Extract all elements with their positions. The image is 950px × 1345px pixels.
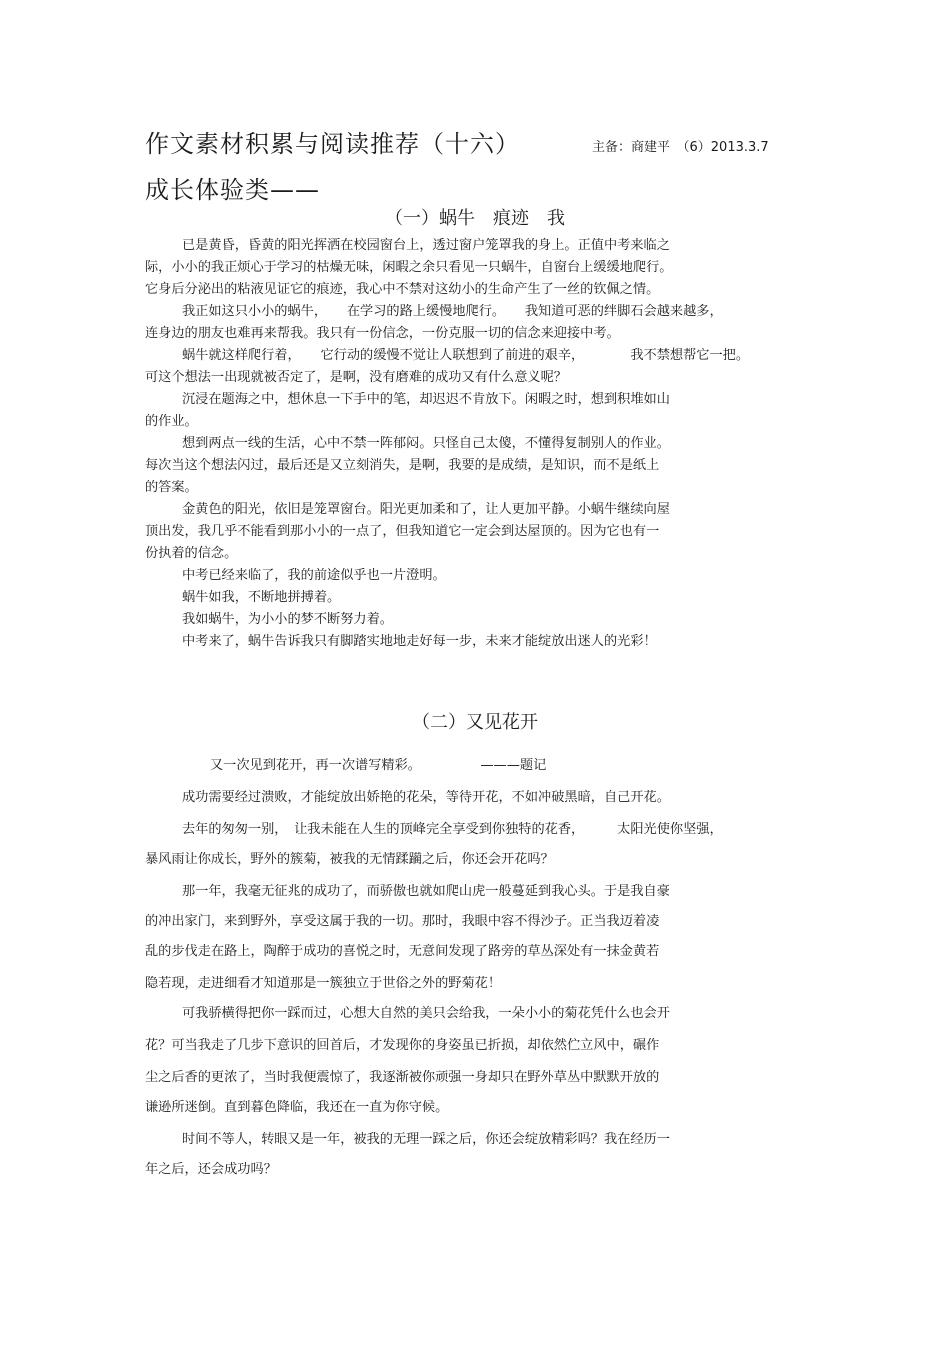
paragraph-line: 蜗牛如我，不断地拼搏着。 (182, 590, 341, 605)
paragraph-line: 沉浸在题海之中，想休息一下手中的笔，却迟迟不肯放下。闲暇之时，想到积堆如山 (182, 392, 670, 407)
paragraph-line: 那一年，我毫无征兆的成功了，而骄傲也就如爬山虎一般蔓延到我心头。于是我自豪 (182, 884, 670, 899)
section2-heading: （二）又见花开 (412, 712, 538, 733)
paragraph-line: 份执着的信念。 (145, 546, 238, 561)
paragraph-line: 顶出发，我几乎不能看到那小小的一点了，但我知道它一定会到达屋顶的。因为它也有一 (145, 524, 660, 539)
document-title: 作文素材积累与阅读推荐（十六） (145, 130, 520, 158)
paragraph-line: 每次当这个想法闪过，最后还是又立刻消失，是啊，我要的是成绩，是知识，而不是纸上 (145, 458, 660, 473)
paragraph-line: 金黄色的阳光，依旧是笼罩窗台。阳光更加柔和了，让人更加平静。小蜗牛继续向屋 (182, 502, 670, 517)
paragraph-line: 时间不等人，转眼又是一年，被我的无理一踩之后，你还会绽放精彩吗？我在经历一 (182, 1132, 670, 1147)
paragraph-line: 谦逊所迷倒。直到暮色降临，我还在一直为你守候。 (145, 1100, 449, 1115)
paragraph-line: 隐若现，走进细看才知道那是一簇独立于世俗之外的野菊花！ (145, 976, 502, 991)
paragraph-line: 的答案。 (145, 480, 198, 495)
paragraph-line: 中考来了，蜗牛告诉我只有脚踏实地地走好每一步，未来才能绽放出迷人的光彩！ (182, 634, 657, 649)
epigraph-line: 又一次见到花开，再一次谱写精彩。 ———题记 (210, 758, 547, 773)
paragraph-line: 际，小小的我正烦心于学习的枯燥无味，闲暇之余只看见一只蜗牛，自窗台上缓缓地爬行。 (145, 260, 673, 275)
paragraph-line: 尘之后香的更浓了，当时我便震惊了，我逐渐被你顽强一身却只在野外草丛中默默开放的 (145, 1070, 660, 1085)
section1-heading: （一）蜗牛 痕迹 我 (385, 208, 565, 229)
paragraph-line: 暴风雨让你成长，野外的簇菊，被我的无情蹂躏之后，你还会开花吗？ (145, 852, 554, 867)
author-date: 主备：商建平 （6）2013.3.7 (592, 140, 769, 155)
paragraph-line: 花？可当我走了几步下意识的回首后，才发现你的身姿虽已折损，却依然伫立风中，碾作 (145, 1038, 660, 1053)
paragraph-line: 想到两点一线的生活，心中不禁一阵郁闷。只怪自己太傻，不懂得复制别人的作业。 (182, 436, 670, 451)
paragraph-line: 成功需要经过溃败，才能绽放出娇艳的花朵，等待开花，不如冲破黑暗，自己开花。 (182, 790, 670, 805)
paragraph-line: 年之后，还会成功吗？ (145, 1162, 277, 1177)
paragraph-line: 的作业。 (145, 414, 198, 429)
paragraph-line: 的冲出家门，来到野外，享受这属于我的一切。那时，我眼中容不得沙子。正当我迈着凌 (145, 914, 660, 929)
paragraph-line: 已是黄昏，昏黄的阳光挥洒在校园窗台上，透过窗户笼罩我的身上。正值中考来临之 (182, 238, 670, 253)
paragraph-line: 中考已经来临了，我的前途似乎也一片澄明。 (182, 568, 446, 583)
paragraph-line: 我如蜗牛，为小小的梦不断努力着。 (182, 612, 393, 627)
paragraph-line: 连身边的朋友也难再来帮我。我只有一份信念，一份克服一切的信念来迎接中考。 (145, 326, 620, 341)
paragraph-line: 它身后分泌出的粘液见证它的痕迹，我心中不禁对这幼小的生命产生了一丝的钦佩之情。 (145, 282, 660, 297)
paragraph-line: 我正如这只小小的蜗牛， 在学习的路上缓慢地爬行。 我知道可恶的绊脚石会越来越多， (182, 304, 723, 319)
document-subtitle: 成长体验类—— (145, 176, 320, 204)
paragraph-line: 蜗牛就这样爬行着， 它行动的缓慢不觉让人联想到了前进的艰辛， 我不禁想帮它一把。 (182, 348, 750, 363)
paragraph-line: 去年的匆匆一别， 让我未能在人生的顶峰完全享受到你独特的花香， 太阳光使你坚强， (182, 822, 723, 837)
paragraph-line: 可我骄横得把你一踩而过，心想大自然的美只会给我，一朵小小的菊花凭什么也会开 (182, 1006, 670, 1021)
paragraph-line: 乱的步伐走在路上，陶醉于成功的喜悦之时，无意间发现了路旁的草丛深处有一抹金黄若 (145, 944, 660, 959)
paragraph-line: 可这个想法一出现就被否定了，是啊，没有磨难的成功又有什么意义呢？ (145, 370, 567, 385)
